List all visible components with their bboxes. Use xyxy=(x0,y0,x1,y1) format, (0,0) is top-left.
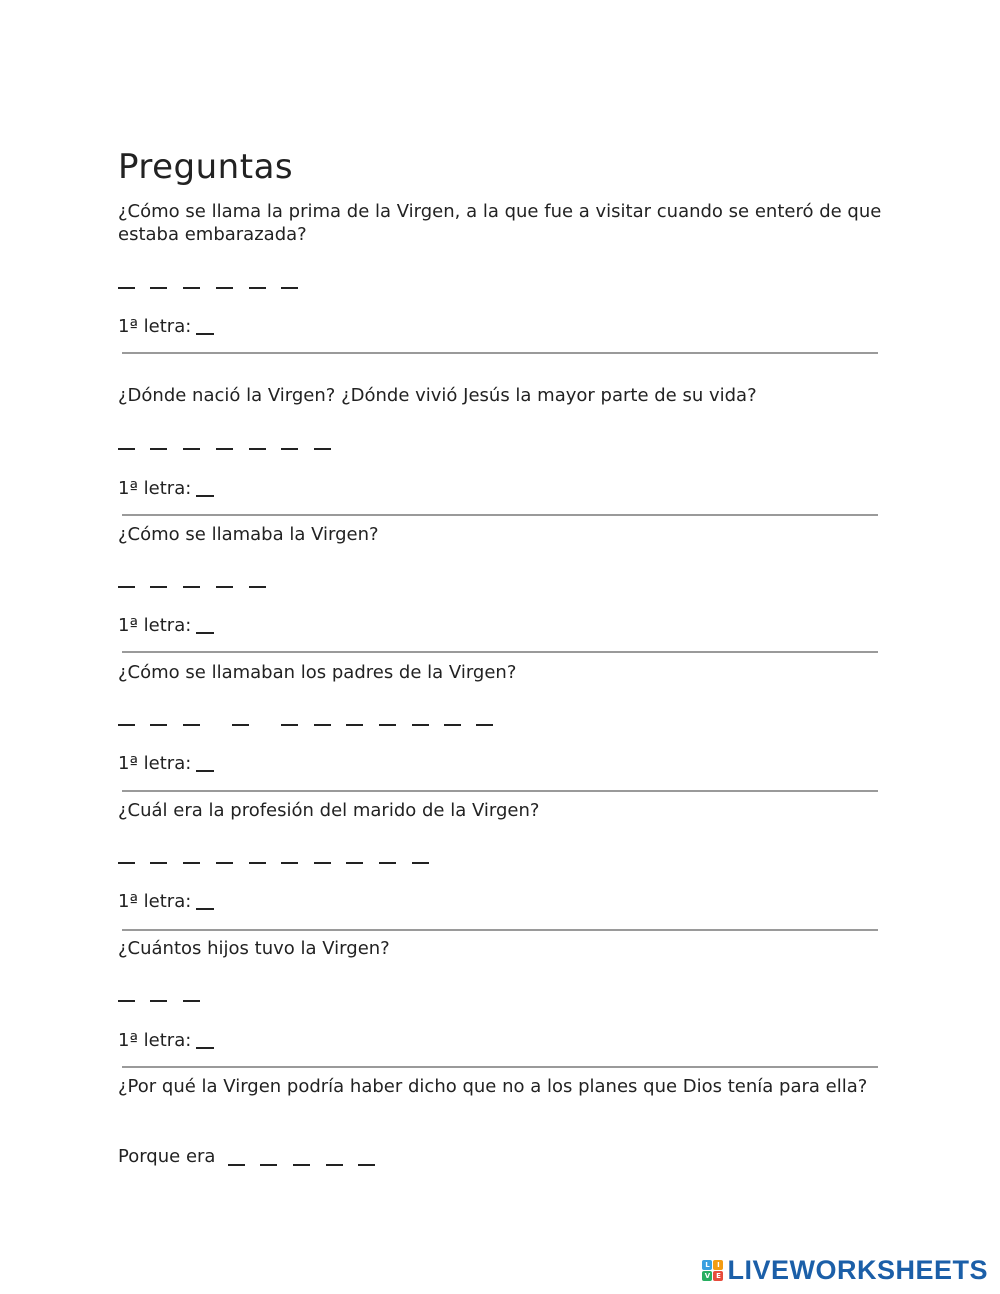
divider xyxy=(122,790,878,792)
question-4: ¿Cómo se llamaban los padres de la Virgen? xyxy=(118,662,517,683)
first-letter-6[interactable]: 1ª letra: xyxy=(118,1030,214,1051)
first-letter-4[interactable]: 1ª letra: xyxy=(118,753,214,774)
divider xyxy=(122,514,878,516)
question-6: ¿Cuántos hijos tuvo la Virgen? xyxy=(118,938,390,959)
first-letter-2[interactable]: 1ª letra: xyxy=(118,478,214,499)
logo-grid-icon xyxy=(702,1260,723,1281)
answer-prefix: Porque era xyxy=(118,1146,216,1167)
question-7: ¿Por qué la Virgen podría haber dicho que no a los planes que Dios tenía para ella? xyxy=(118,1076,868,1097)
page-title: Preguntas xyxy=(118,147,294,187)
logo-tile: L xyxy=(702,1260,712,1270)
logo-tile: I xyxy=(713,1260,723,1270)
first-letter-3[interactable]: 1ª letra: xyxy=(118,615,214,636)
divider xyxy=(122,929,878,931)
first-letter-1[interactable]: 1ª letra: xyxy=(118,316,214,337)
question-2: ¿Dónde nació la Virgen? ¿Dónde vivió Jesús la mayor parte de su vida? xyxy=(118,385,757,406)
logo-tile: V xyxy=(702,1271,712,1281)
logo-tile: E xyxy=(713,1271,723,1281)
first-letter-5[interactable]: 1ª letra: xyxy=(118,891,214,912)
divider xyxy=(122,651,878,653)
liveworksheets-logo xyxy=(702,1255,988,1286)
divider xyxy=(122,1066,878,1068)
divider xyxy=(122,352,878,354)
question-3: ¿Cómo se llamaba la Virgen? xyxy=(118,524,379,545)
question-1: ¿Cómo se llama la prima de la Virgen, a la que fue a visitar cuando se enteró de que estaba embarazada? xyxy=(118,201,882,245)
question-5: ¿Cuál era la profesión del marido de la Virgen? xyxy=(118,800,540,821)
logo-text: LIVEWORKSHEETS xyxy=(727,1255,988,1285)
